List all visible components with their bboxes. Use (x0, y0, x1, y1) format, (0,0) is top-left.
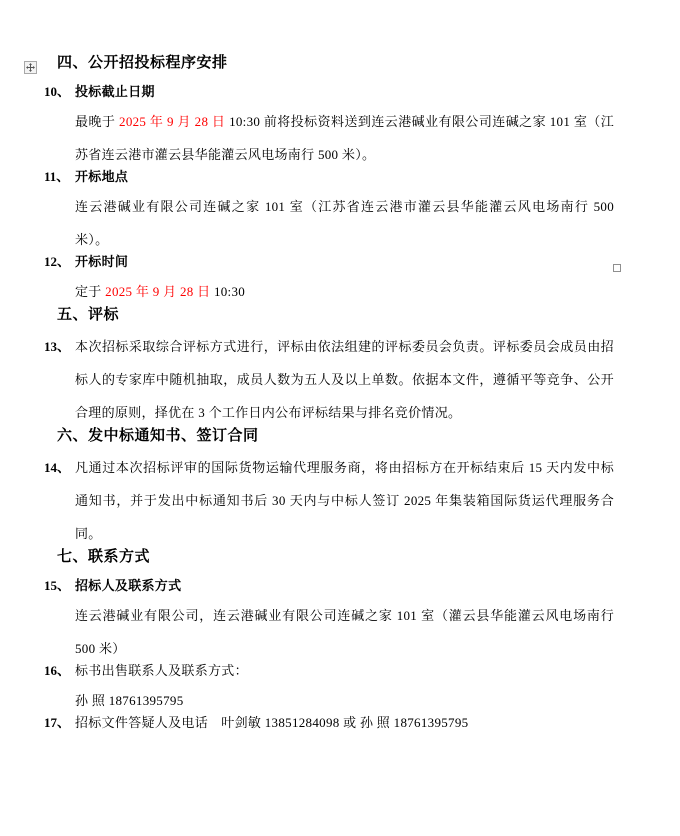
list-item (44, 709, 614, 736)
body-text: 连云港碱业有限公司，连云港碱业有限公司连碱之家 101 室（灌云县华能灌云风电场南行 500 米） (75, 608, 614, 656)
item-label: 标书出售联系人及联系方式： (75, 663, 248, 678)
item-number: 11、 (44, 169, 70, 184)
item-number: 14、 (44, 460, 71, 475)
section-heading: 六、发中标通知书、签订合同 (57, 428, 259, 444)
item-number: 15、 (44, 578, 71, 593)
item-body (75, 190, 614, 256)
list-item (44, 163, 614, 256)
highlighted-date: 2025 年 9 月 28 日 (105, 284, 211, 299)
list-item (44, 78, 614, 171)
body-text: 凡通过本次招标评审的国际货物运输代理服务商，将由招标方在开标结束后 15 天内发中标通知书，并于发出中标通知书后 30 天内与中标人签订 2025 年集装箱国际货运代理服务合同。 (75, 460, 614, 541)
item-body (75, 330, 614, 429)
item-number: 17、 (44, 715, 71, 730)
item-label: 开标地点 (75, 169, 129, 184)
body-text: 连云港碱业有限公司连碱之家 101 室（江苏省连云港市灌云县华能灌云风电场南行 500 米）。 (75, 199, 614, 247)
item-body (75, 451, 614, 550)
item-label: 招标文件答疑人及电话 叶剑敏 13851284098 或 孙 照 18761395795 (75, 715, 469, 730)
item-body (75, 105, 614, 171)
item-body (75, 599, 614, 665)
list-item (44, 330, 614, 429)
body-text: 孙 照 18761395795 (75, 693, 184, 708)
list-item (44, 572, 614, 665)
highlighted-date: 2025 年 9 月 28 日 (119, 114, 226, 129)
list-item (44, 248, 614, 308)
item-number: 16、 (44, 663, 71, 678)
section-heading: 四、公开招投标程序安排 (57, 55, 228, 71)
item-number: 13、 (44, 339, 71, 354)
list-item (44, 451, 614, 550)
item-label: 投标截止日期 (75, 84, 155, 99)
section-heading: 五、评标 (57, 307, 120, 323)
item-body (75, 275, 614, 308)
item-label: 招标人及联系方式 (75, 578, 182, 593)
body-text: 本次招标采取综合评标方式进行，评标由依法组建的评标委员会负责。评标委员会成员由招标人的专家库中随机抽取，成员人数为五人及以上单数。依据本文件，遵循平等竞争、公开合理的原则，择优在 3 个工作日内公布评标结果与排名竞价情况。 (75, 339, 614, 420)
list-item (44, 657, 614, 717)
body-text: 定于 (75, 284, 106, 299)
body-text: 最晚于 (75, 114, 120, 129)
body-text: 10:30 (210, 284, 246, 299)
body-text: 10:30 前将投标资料送到连云港碱业有限公司连碱之家 101 室（江苏省连云港市灌云县华能灌云风电场南行 500 米）。 (75, 114, 615, 162)
section-heading: 七、联系方式 (57, 549, 151, 565)
item-number: 12、 (44, 254, 71, 269)
item-number: 10、 (44, 84, 71, 99)
item-label: 开标时间 (75, 254, 129, 269)
